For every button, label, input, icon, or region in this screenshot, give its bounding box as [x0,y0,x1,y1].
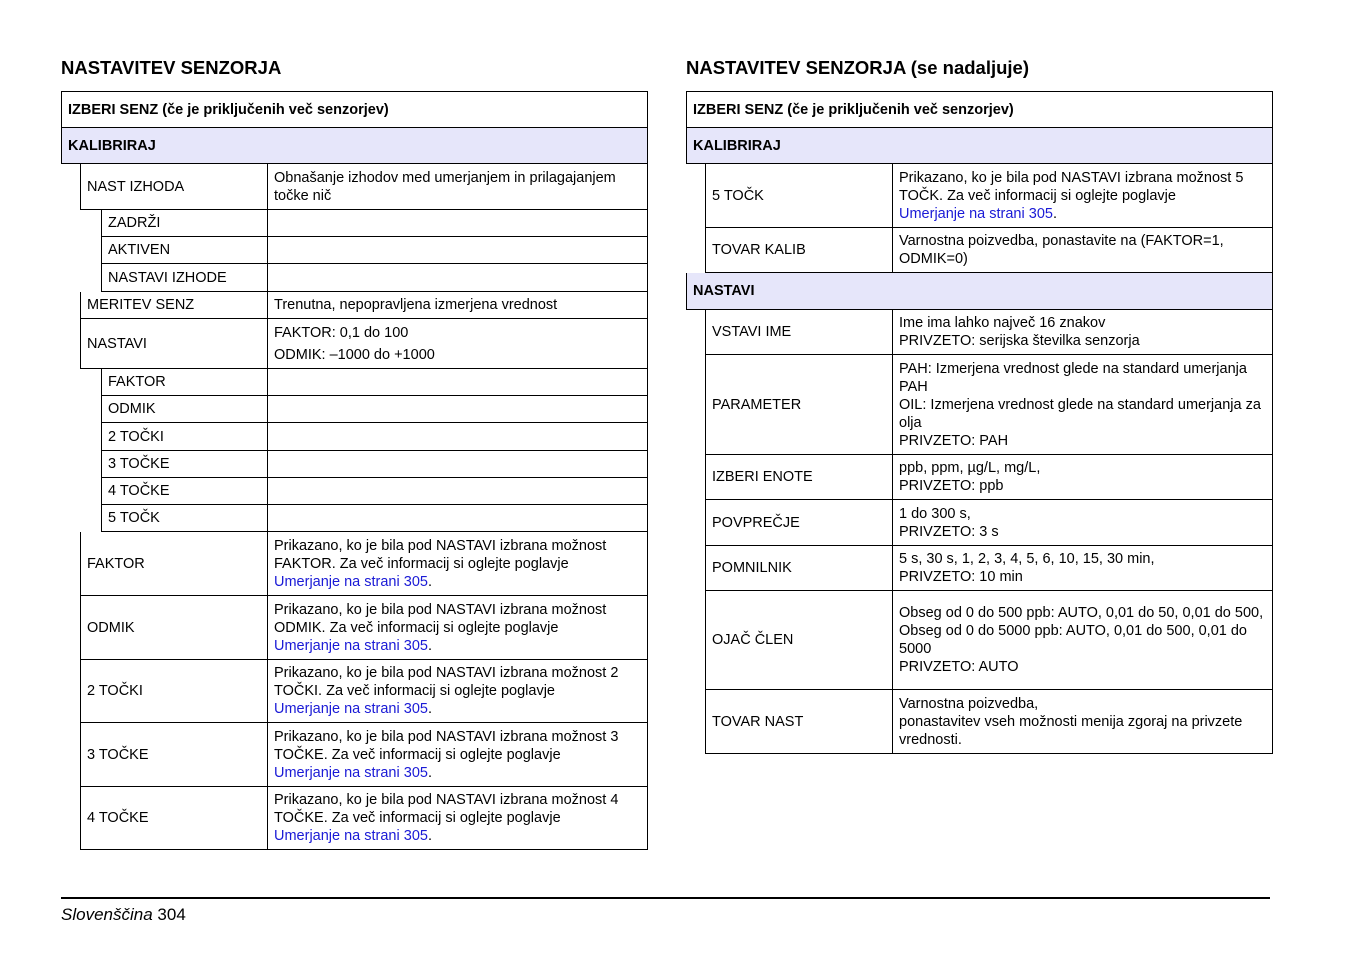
description-line: PRIVZETO: PAH [899,432,1009,449]
description-line: PRIVZETO: serijska številka senzorja [899,333,1140,349]
footer-page-number: 304 [157,905,186,924]
description-line: FAKTOR: 0,1 do 100 [274,324,409,341]
left-rows [61,164,648,850]
setting-name: TOVAR KALIB [705,228,893,273]
setting-description [893,546,1273,591]
setting-name: 5 TOČK [705,164,893,228]
setting-description [893,591,1273,690]
setting-description [268,396,648,423]
right-column [686,56,1273,754]
setting-name: NAST IZHODA [80,164,268,210]
setting-description [893,355,1273,455]
setting-name: ODMIK [101,396,268,423]
description-line: PAH: Izmerjena vrednost glede na standard umerjanja PAH [899,360,1247,395]
left-column [61,56,648,850]
description-line: Varnostna poizvedba, [899,695,1039,712]
setting-name: 4 TOČKE [80,787,268,850]
right-header-setup: NASTAVI [686,273,1273,310]
setting-description [268,292,648,319]
setting-description [268,451,648,478]
description-line: ponastavitev vseh možnosti menija zgoraj na privzete vrednosti. [899,713,1243,748]
setting-name: 2 TOČKI [101,423,268,451]
setting-description [893,500,1273,546]
table-row [80,723,648,787]
table-row [101,369,648,396]
setting-name: 4 TOČKE [101,478,268,505]
setting-name: MERITEV SENZ [80,292,268,319]
description-line: Trenutna, nepopravljena izmerjena vrednost [274,297,558,313]
description-line: Obseg od 0 do 500 ppb: AUTO, 0,01 do 50, 0,01 do 500, [899,605,1264,621]
setting-name: FAKTOR [80,532,268,596]
left-header-select-sensor: IZBERI SENZ (če je priključenih več senzorjev) [61,91,648,128]
description-line: Prikazano, ko je bila pod NASTAVI izbrana možnost 3 TOČKE. Za več informacij si oglejte poglavje [274,728,619,763]
description-line: Ime ima lahko največ 16 znakov [899,315,1106,331]
description-line: 1 do 300 s, [899,505,971,522]
calibration-link[interactable]: Umerjanje na strani 305 [274,828,428,844]
setting-name: PARAMETER [705,355,893,455]
setting-name: POVPREČJE [705,500,893,546]
table-row [101,423,648,451]
setting-description [893,164,1273,228]
setting-name: 3 TOČKE [80,723,268,787]
table-row [101,451,648,478]
description-line: Prikazano, ko je bila pod NASTAVI izbrana možnost FAKTOR. Za več informacij si oglejte poglavje [274,537,607,572]
description-line: Prikazano, ko je bila pod NASTAVI izbrana možnost 5 TOČK. Za več informacij si oglejte poglavje [899,169,1244,204]
setting-name: IZBERI ENOTE [705,455,893,500]
description-line: PRIVZETO: 3 s [899,523,999,540]
table-row [80,596,648,660]
table-row [705,164,1273,228]
right-rows-setup [686,310,1273,754]
description-line: 5 s, 30 s, 1, 2, 3, 4, 5, 6, 10, 15, 30 min, [899,551,1155,567]
setting-description [268,237,648,264]
link-line: Umerjanje na strani 305. [274,637,432,654]
link-line: Umerjanje na strani 305. [274,764,432,781]
setting-description [893,310,1273,355]
right-settings-table [686,91,1273,754]
table-row [101,237,648,264]
setting-description [268,723,648,787]
setting-name: ODMIK [80,596,268,660]
calibration-link[interactable]: Umerjanje na strani 305 [899,205,1053,222]
page-footer [61,905,186,925]
description-line: PRIVZETO: 10 min [899,569,1023,585]
description-line: Varnostna poizvedba, ponastavite na (FAKTOR=1, ODMIK=0) [899,233,1224,267]
right-header-calibrate: KALIBRIRAJ [686,128,1273,164]
table-row [705,546,1273,591]
left-settings-table [61,91,648,850]
table-row [705,355,1273,455]
table-row [705,455,1273,500]
setting-name: TOVAR NAST [705,690,893,754]
table-row [80,319,648,369]
setting-description [268,164,648,210]
description-line: Prikazano, ko je bila pod NASTAVI izbrana možnost 4 TOČKE. Za več informacij si oglejte poglavje [274,792,619,826]
table-row [80,660,648,723]
description-line: Obseg od 0 do 5000 ppb: AUTO, 0,01 do 500, 0,01 do 5000 [899,623,1247,657]
table-row [705,228,1273,273]
setting-name: 2 TOČKI [80,660,268,723]
table-row [705,591,1273,690]
table-row [705,690,1273,754]
setting-description [268,596,648,660]
setting-description [268,369,648,396]
table-row [101,264,648,292]
setting-name: ZADRŽI [101,210,268,237]
setting-name: NASTAVI [80,319,268,369]
setting-description [893,228,1273,273]
description-line: Prikazano, ko je bila pod NASTAVI izbrana možnost ODMIK. Za več informacij si oglejte poglavje [274,601,607,636]
setting-description [268,505,648,532]
setting-description [268,478,648,505]
footer-language: Slovenščina [61,905,153,924]
setting-name: VSTAVI IME [705,310,893,355]
description-line: Prikazano, ko je bila pod NASTAVI izbrana možnost 2 TOČKI. Za več informacij si oglejte poglavje [274,665,619,699]
table-row [101,505,648,532]
link-line: Umerjanje na strani 305. [274,573,432,590]
setting-description [893,455,1273,500]
table-row [101,210,648,237]
table-row [80,164,648,210]
table-row [80,532,648,596]
setting-description [268,660,648,723]
table-row [101,478,648,505]
setting-description [893,690,1273,754]
setting-name: OJAČ ČLEN [705,591,893,690]
description-line: ODMIK: –1000 do +1000 [274,346,435,363]
footer-divider [61,897,1270,899]
setting-description [268,787,648,850]
calibration-link[interactable]: Umerjanje na strani 305 [274,764,428,781]
setting-name: 5 TOČK [101,505,268,532]
description-line: PRIVZETO: AUTO [899,659,1019,675]
description-line: Obnašanje izhodov med umerjanjem in prilagajanjem točke nič [274,169,616,204]
table-row [705,500,1273,546]
right-section-title: NASTAVITEV SENZORJA (se nadaljuje) [686,57,1029,78]
table-row [705,310,1273,355]
link-line: Umerjanje na strani 305. [899,205,1057,222]
calibration-link[interactable]: Umerjanje na strani 305 [274,701,428,717]
table-row [80,787,648,850]
calibration-link[interactable]: Umerjanje na strani 305 [274,637,428,654]
setting-name: FAKTOR [101,369,268,396]
setting-description [268,319,648,369]
left-section-title: NASTAVITEV SENZORJA [61,57,282,78]
right-rows-calibrate [686,164,1273,273]
description-line: PRIVZETO: ppb [899,478,1004,494]
setting-name: NASTAVI IZHODE [101,264,268,292]
setting-name: AKTIVEN [101,237,268,264]
setting-name: POMNILNIK [705,546,893,591]
right-header-select-sensor: IZBERI SENZ (če je priključenih več senzorjev) [686,91,1273,128]
setting-description [268,210,648,237]
link-line: Umerjanje na strani 305. [274,701,432,717]
setting-description [268,264,648,292]
setting-description [268,532,648,596]
description-line: ppb, ppm, µg/L, mg/L, [899,460,1041,476]
calibration-link[interactable]: Umerjanje na strani 305 [274,573,428,590]
setting-name: 3 TOČKE [101,451,268,478]
table-row [101,396,648,423]
link-line: Umerjanje na strani 305. [274,828,432,844]
left-header-calibrate: KALIBRIRAJ [61,128,648,164]
table-row [80,292,648,319]
setting-description [268,423,648,451]
description-line: OIL: Izmerjena vrednost glede na standard umerjanja za olja [899,396,1261,431]
